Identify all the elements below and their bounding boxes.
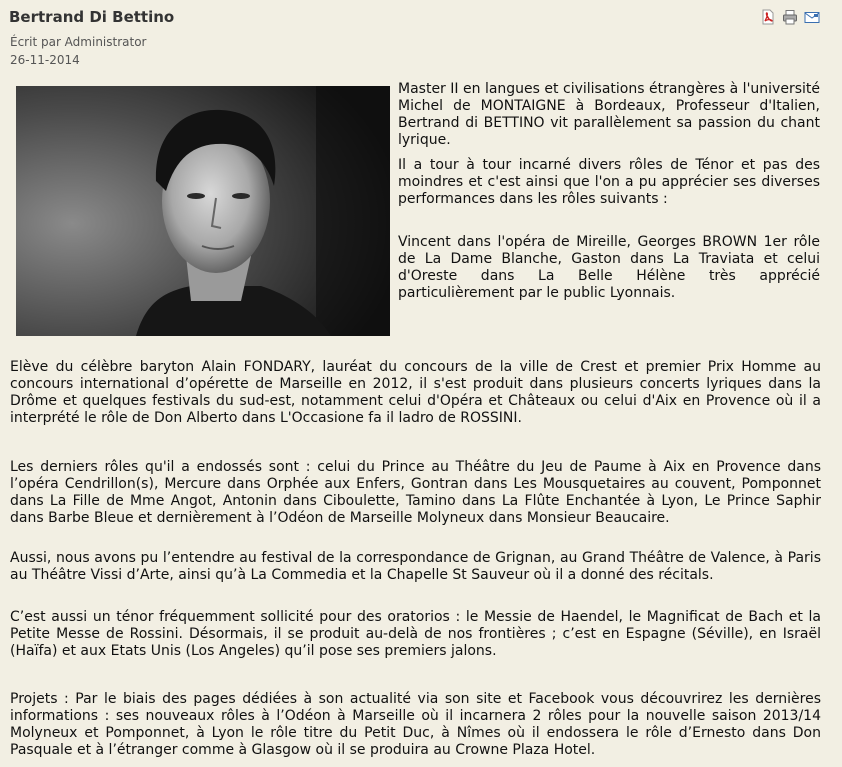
article-toolbar <box>760 9 820 25</box>
body-paragraph: C’est aussi un ténor fréquemment sollicité pour des oratorios : le Messie de Haendel, le Magnificat de Bach et la Petite Messe de Rossini. Désormais, il se produit au-delà de nos frontières ; c’est en Espagne (Séville), en Israël (Haïfa) et aux Etats Unis (Los Angeles) qu’il pose ses premiers jalons. <box>10 609 821 659</box>
intro-paragraph: Il a tour à tour incarné divers rôles de Ténor et pas des moindres et c'est ainsi que l'on a pu apprécier ses diverses performances dans les rôles suivants : <box>398 157 820 207</box>
intro-paragraph: Master II en langues et civilisations étrangères à l'université Michel de MONTAIGNE à Bordeaux, Professeur d'Italien, Bertrand di BETTINO vit parallèlement sa passion du chant lyrique. <box>398 81 820 148</box>
pdf-icon[interactable] <box>760 9 776 25</box>
body-paragraph: Aussi, nous avons pu l’entendre au festival de la correspondance de Grignan, au Grand Théâtre de Valence, à Paris au Théâtre Vissi d’Arte, ainsi qu’à La Commedia et la Chapelle St Sauveur où il a donné des récitals. <box>10 550 821 583</box>
article-title: Bertrand Di Bettino <box>9 8 175 26</box>
body-paragraph: Projets : Par le biais des pages dédiées à son actualité via son site et Facebook vous découvrirez les dernières informations : ses nouveaux rôles à l’Odéon à Marseille où il incarnera 2 rôles pour la nouvelle saison 2013/14 Molyneux et Pomponnet, à Lyon le rôle titre du Petit Duc, à Nîmes où il endossera le rôle d’Ernesto dans Don Pasquale et à l’étranger comme à Glasgow où il se produira au Crowne Plaza Hotel. <box>10 691 821 758</box>
body-paragraph: Les derniers rôles qu'il a endossés sont : celui du Prince au Théâtre du Jeu de Paume à Aix en Provence dans l’opéra Cendrillon(s), Mercure dans Orphée aux Enfers, Gontran dans Les Mousquetaires au couvent, Pomponnet dans La Fille de Mme Angot, Antonin dans Ciboulette, Tamino dans La Flûte Enchantée à Lyon, Le Prince Saphir dans Barbe Bleue et dernièrement à l’Odéon de Marseille Molyneux dans Monsieur Beaucaire. <box>10 459 821 526</box>
author-line: Écrit par Administrator <box>10 35 147 49</box>
intro-text <box>398 81 820 310</box>
intro-paragraph: Vincent dans l'opéra de Mireille, Georges BROWN 1er rôle de La Dame Blanche, Gaston dans La Traviata et celui d'Oreste dans La Belle Hélène très apprécié particulièrement par le public Lyonnais. <box>398 234 820 301</box>
email-icon[interactable] <box>804 9 820 25</box>
portrait-photo <box>16 86 390 336</box>
print-icon[interactable] <box>782 9 798 25</box>
article-date: 26-11-2014 <box>10 53 80 67</box>
body-paragraph: Elève du célèbre baryton Alain FONDARY, lauréat du concours de la ville de Crest et premier Prix Homme au concours international d’opérette de Marseille en 2012, il s'est produit dans plusieurs concerts lyriques dans la Drôme et quelques festivals du sud-est, notamment celui d'Opéra et Châteaux ou celui d'Aix en Provence où il a interprété le rôle de Don Alberto dans L'Occasione fa il ladro de ROSSINI. <box>10 359 821 426</box>
